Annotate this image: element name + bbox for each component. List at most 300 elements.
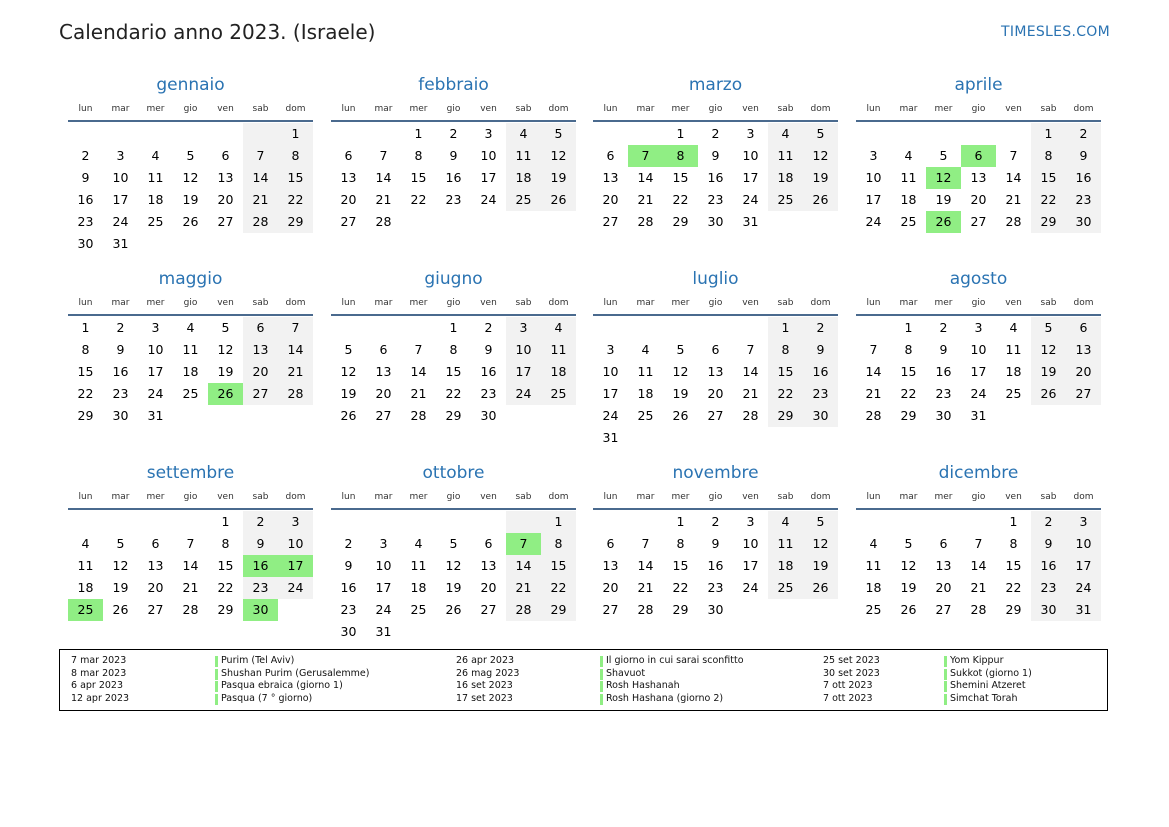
day-cell: 6	[484, 536, 493, 551]
day-cell: 17	[147, 364, 164, 379]
day-cell: 19	[672, 386, 689, 401]
day-cell: 4	[506, 123, 541, 145]
day-cell: 28	[637, 214, 654, 229]
day-cell: 16	[445, 170, 462, 185]
month-novembre	[593, 462, 838, 621]
empty-cell	[366, 511, 401, 533]
week-row	[331, 339, 576, 361]
month-febbraio	[331, 74, 576, 233]
week-row	[331, 123, 576, 145]
day-cell: 31	[970, 408, 987, 423]
weekday-label: dom	[1073, 492, 1094, 502]
day-cell: 8	[81, 342, 90, 357]
day-cell: 17	[480, 170, 497, 185]
day-cell: 28	[506, 599, 541, 621]
day-cell: 28	[1005, 214, 1022, 229]
day-cell: 8	[278, 145, 313, 167]
day-cell: 28	[742, 408, 759, 423]
empty-cell	[996, 405, 1031, 427]
day-cell: 15	[410, 170, 427, 185]
day-cell: 19	[935, 192, 952, 207]
day-cell: 31	[112, 236, 129, 251]
empty-cell	[663, 427, 698, 449]
day-cell: 24	[1066, 577, 1101, 599]
day-cell: 11	[900, 170, 917, 185]
day-cell: 21	[410, 386, 427, 401]
weekday-label: dom	[810, 298, 831, 308]
page-title: Calendario anno 2023. (Israele)	[59, 20, 376, 44]
day-cell: 11	[768, 533, 803, 555]
header-rule	[68, 508, 313, 510]
weekday-label: lun	[341, 104, 356, 114]
week-row	[856, 577, 1101, 599]
weekday-label: lun	[341, 298, 356, 308]
day-cell: 15	[541, 555, 576, 577]
day-cell: 23	[803, 383, 838, 405]
day-cell: 2	[711, 514, 720, 529]
weekday-label: mar	[899, 492, 918, 502]
day-cell: 29	[900, 408, 917, 423]
day-cell: 8	[414, 148, 423, 163]
weekday-header	[856, 297, 1101, 309]
holiday-day-cell: 8	[663, 145, 698, 167]
weekday-label: gio	[708, 104, 723, 114]
day-cell: 27	[602, 602, 619, 617]
weekday-label: mer	[671, 298, 690, 308]
day-cell: 20	[480, 580, 497, 595]
day-cell: 27	[375, 408, 392, 423]
day-cell: 21	[637, 192, 654, 207]
day-cell: 27	[243, 383, 278, 405]
day-cell: 25	[182, 386, 199, 401]
day-cell: 28	[182, 602, 199, 617]
weekday-header	[331, 491, 576, 503]
day-cell: 11	[768, 145, 803, 167]
day-grid	[856, 511, 1101, 621]
day-cell: 28	[637, 602, 654, 617]
day-cell: 24	[480, 192, 497, 207]
week-row	[593, 577, 838, 599]
day-cell: 20	[707, 386, 724, 401]
day-cell: 18	[900, 192, 917, 207]
week-row	[856, 533, 1101, 555]
day-cell: 1	[676, 514, 685, 529]
legend-date: 6 apr 2023	[71, 680, 124, 691]
holiday-color-marker	[944, 681, 947, 692]
day-cell: 21	[243, 189, 278, 211]
day-cell: 13	[375, 364, 392, 379]
day-cell: 6	[221, 148, 230, 163]
day-cell: 18	[637, 386, 654, 401]
day-cell: 30	[935, 408, 952, 423]
week-row	[856, 317, 1101, 339]
day-cell: 28	[278, 383, 313, 405]
day-cell: 18	[768, 167, 803, 189]
day-grid	[593, 317, 838, 449]
week-row	[593, 145, 838, 167]
day-cell: 27	[480, 602, 497, 617]
holiday-day-cell: 7	[506, 533, 541, 555]
weekday-label: gio	[183, 298, 198, 308]
day-cell: 27	[147, 602, 164, 617]
day-cell: 1	[81, 320, 90, 335]
month-aprile	[856, 74, 1101, 233]
week-row	[856, 189, 1101, 211]
day-cell: 20	[243, 361, 278, 383]
day-grid	[68, 317, 313, 427]
day-cell: 23	[243, 577, 278, 599]
empty-cell	[138, 233, 173, 255]
legend-holiday-name	[944, 693, 1017, 706]
weekday-header	[68, 103, 313, 115]
day-cell: 14	[506, 555, 541, 577]
day-grid	[68, 511, 313, 621]
day-cell: 22	[672, 192, 689, 207]
day-cell: 8	[1009, 536, 1018, 551]
empty-cell	[68, 123, 103, 145]
legend-holiday-name	[215, 680, 343, 693]
day-cell: 5	[186, 148, 195, 163]
week-row	[68, 405, 313, 427]
day-cell: 13	[970, 170, 987, 185]
weekday-header	[331, 297, 576, 309]
day-cell: 15	[1005, 558, 1022, 573]
day-cell: 12	[900, 558, 917, 573]
weekday-label: dom	[810, 104, 831, 114]
day-cell: 20	[340, 192, 357, 207]
day-cell: 4	[81, 536, 90, 551]
day-cell: 5	[803, 511, 838, 533]
day-cell: 3	[869, 148, 878, 163]
weekday-label: lun	[341, 492, 356, 502]
day-cell: 18	[865, 580, 882, 595]
month-name: agosto	[949, 269, 1008, 289]
empty-cell	[331, 511, 366, 533]
day-cell: 5	[116, 536, 125, 551]
day-cell: 2	[803, 317, 838, 339]
day-cell: 18	[147, 192, 164, 207]
empty-cell	[68, 511, 103, 533]
empty-cell	[278, 599, 313, 621]
day-cell: 9	[81, 170, 90, 185]
day-cell: 19	[340, 386, 357, 401]
weekday-label: mer	[146, 104, 165, 114]
day-cell: 19	[803, 555, 838, 577]
day-cell: 4	[541, 317, 576, 339]
day-cell: 1	[278, 123, 313, 145]
day-cell: 27	[340, 214, 357, 229]
day-cell: 17	[1066, 555, 1101, 577]
day-grid	[856, 123, 1101, 233]
empty-cell	[628, 317, 663, 339]
day-cell: 2	[116, 320, 125, 335]
day-cell: 12	[803, 145, 838, 167]
day-cell: 29	[77, 408, 94, 423]
day-cell: 23	[707, 192, 724, 207]
week-row	[68, 577, 313, 599]
empty-cell	[331, 317, 366, 339]
empty-cell	[471, 211, 506, 233]
day-cell: 22	[1031, 189, 1066, 211]
week-row	[331, 317, 576, 339]
empty-cell	[1066, 405, 1101, 427]
day-cell: 18	[77, 580, 94, 595]
week-row	[68, 317, 313, 339]
day-cell: 7	[974, 536, 983, 551]
day-cell: 9	[939, 342, 948, 357]
day-cell: 12	[672, 364, 689, 379]
day-cell: 8	[1031, 145, 1066, 167]
day-cell: 11	[541, 339, 576, 361]
day-cell: 17	[742, 170, 759, 185]
day-cell: 30	[803, 405, 838, 427]
day-cell: 5	[1031, 317, 1066, 339]
day-cell: 24	[742, 580, 759, 595]
day-cell: 27	[217, 214, 234, 229]
weekday-label: lun	[603, 298, 618, 308]
month-name: maggio	[158, 269, 223, 289]
day-cell: 31	[742, 214, 759, 229]
day-grid	[68, 123, 313, 255]
day-cell: 13	[243, 339, 278, 361]
week-row	[593, 405, 838, 427]
weekday-label: mar	[636, 104, 655, 114]
empty-cell	[173, 511, 208, 533]
holiday-day-cell: 26	[208, 383, 243, 405]
day-cell: 20	[602, 192, 619, 207]
day-cell: 10	[602, 364, 619, 379]
day-cell: 10	[506, 339, 541, 361]
day-cell: 29	[217, 602, 234, 617]
empty-cell	[803, 599, 838, 621]
day-cell: 16	[707, 170, 724, 185]
weekday-label: mer	[409, 298, 428, 308]
empty-cell	[103, 123, 138, 145]
empty-cell	[593, 317, 628, 339]
weekday-label: ven	[1005, 104, 1022, 114]
day-cell: 10	[742, 148, 759, 163]
day-cell: 14	[637, 558, 654, 573]
day-cell: 27	[970, 214, 987, 229]
empty-cell	[436, 621, 471, 643]
empty-cell	[278, 405, 313, 427]
weekday-header	[331, 103, 576, 115]
day-cell: 20	[147, 580, 164, 595]
day-cell: 6	[711, 342, 720, 357]
day-cell: 5	[221, 320, 230, 335]
day-cell: 26	[112, 602, 129, 617]
day-cell: 17	[865, 192, 882, 207]
empty-cell	[366, 317, 401, 339]
empty-cell	[628, 123, 663, 145]
empty-cell	[628, 427, 663, 449]
legend-holiday-label: Pasqua (7 ° giorno)	[221, 692, 313, 704]
day-cell: 24	[506, 383, 541, 405]
day-cell: 16	[77, 192, 94, 207]
day-cell: 26	[182, 214, 199, 229]
day-cell: 14	[1005, 170, 1022, 185]
day-cell: 11	[77, 558, 94, 573]
day-cell: 11	[147, 170, 164, 185]
day-cell: 24	[742, 192, 759, 207]
weekday-label: mar	[374, 104, 393, 114]
day-cell: 19	[803, 167, 838, 189]
month-maggio	[68, 268, 313, 427]
legend-holiday-name	[215, 655, 294, 668]
day-cell: 4	[641, 342, 650, 357]
day-cell: 4	[768, 123, 803, 145]
day-cell: 8	[541, 533, 576, 555]
day-cell: 16	[340, 580, 357, 595]
empty-cell	[663, 317, 698, 339]
day-cell: 5	[803, 123, 838, 145]
day-cell: 5	[939, 148, 948, 163]
day-cell: 11	[182, 342, 199, 357]
empty-cell	[243, 233, 278, 255]
day-cell: 5	[344, 342, 353, 357]
month-name: giugno	[424, 269, 483, 289]
day-cell: 24	[278, 577, 313, 599]
holiday-color-marker	[215, 669, 218, 680]
weekday-label: mar	[899, 104, 918, 114]
day-cell: 2	[344, 536, 353, 551]
holiday-day-cell: 12	[926, 167, 961, 189]
day-cell: 31	[375, 624, 392, 639]
day-cell: 13	[707, 364, 724, 379]
day-cell: 26	[900, 602, 917, 617]
day-cell: 24	[375, 602, 392, 617]
month-name: ottobre	[422, 463, 485, 483]
day-cell: 1	[904, 320, 913, 335]
week-row	[593, 189, 838, 211]
weekday-header	[68, 297, 313, 309]
day-cell: 17	[602, 386, 619, 401]
week-row	[331, 405, 576, 427]
header-rule	[331, 120, 576, 122]
day-cell: 7	[641, 536, 650, 551]
month-agosto	[856, 268, 1101, 427]
day-cell: 27	[602, 214, 619, 229]
day-cell: 3	[151, 320, 160, 335]
week-row	[331, 577, 576, 599]
month-name: gennaio	[156, 75, 225, 95]
day-cell: 22	[278, 189, 313, 211]
day-cell: 29	[1005, 602, 1022, 617]
legend-date: 7 mar 2023	[71, 655, 127, 666]
day-grid	[856, 317, 1101, 427]
week-row	[68, 533, 313, 555]
day-cell: 1	[541, 511, 576, 533]
day-cell: 6	[379, 342, 388, 357]
day-cell: 2	[243, 511, 278, 533]
week-row	[331, 599, 576, 621]
weekday-label: mar	[899, 298, 918, 308]
day-cell: 11	[637, 364, 654, 379]
day-cell: 26	[803, 577, 838, 599]
day-cell: 20	[217, 192, 234, 207]
day-cell: 15	[77, 364, 94, 379]
day-cell: 4	[151, 148, 160, 163]
day-cell: 3	[379, 536, 388, 551]
header-rule	[593, 120, 838, 122]
empty-cell	[961, 123, 996, 145]
day-cell: 9	[711, 148, 720, 163]
holiday-color-marker	[600, 694, 603, 705]
weekday-label: mer	[934, 104, 953, 114]
legend-holiday-label: Shavuot	[606, 667, 646, 679]
holiday-color-marker	[944, 656, 947, 667]
day-cell: 23	[112, 386, 129, 401]
week-row	[68, 167, 313, 189]
empty-cell	[436, 211, 471, 233]
day-cell: 21	[278, 361, 313, 383]
week-row	[68, 123, 313, 145]
day-cell: 21	[182, 580, 199, 595]
legend-date: 26 apr 2023	[456, 655, 515, 666]
empty-cell	[173, 123, 208, 145]
weekday-label: gio	[971, 492, 986, 502]
day-cell: 21	[865, 386, 882, 401]
header-rule	[856, 508, 1101, 510]
day-cell: 3	[746, 126, 755, 141]
day-cell: 5	[449, 536, 458, 551]
day-cell: 23	[77, 214, 94, 229]
day-cell: 13	[147, 558, 164, 573]
header-rule	[331, 508, 576, 510]
day-cell: 22	[900, 386, 917, 401]
week-row	[68, 233, 313, 255]
header-rule	[856, 314, 1101, 316]
weekday-label: gio	[708, 298, 723, 308]
day-cell: 28	[970, 602, 987, 617]
week-row	[593, 123, 838, 145]
weekday-header	[593, 297, 838, 309]
day-cell: 9	[116, 342, 125, 357]
month-marzo	[593, 74, 838, 233]
day-cell: 22	[77, 386, 94, 401]
day-cell: 7	[414, 342, 423, 357]
legend-holiday-name	[600, 693, 723, 706]
week-row	[593, 511, 838, 533]
empty-cell	[506, 211, 541, 233]
day-cell: 26	[803, 189, 838, 211]
holiday-color-marker	[215, 681, 218, 692]
header-rule	[856, 120, 1101, 122]
site-link[interactable]: TIMESLES.COM	[1001, 24, 1110, 40]
day-cell: 18	[182, 364, 199, 379]
day-cell: 29	[672, 602, 689, 617]
day-cell: 23	[340, 602, 357, 617]
empty-cell	[208, 405, 243, 427]
week-row	[331, 533, 576, 555]
weekday-label: dom	[285, 492, 306, 502]
day-cell: 13	[340, 170, 357, 185]
weekday-label: gio	[971, 104, 986, 114]
day-cell: 3	[278, 511, 313, 533]
day-cell: 31	[1066, 599, 1101, 621]
holiday-day-cell: 30	[243, 599, 278, 621]
weekday-header	[68, 491, 313, 503]
day-cell: 24	[865, 214, 882, 229]
empty-cell	[698, 317, 733, 339]
day-cell: 21	[375, 192, 392, 207]
header-rule	[331, 314, 576, 316]
day-cell: 6	[1066, 317, 1101, 339]
day-cell: 10	[1066, 533, 1101, 555]
empty-cell	[103, 511, 138, 533]
empty-cell	[698, 427, 733, 449]
day-cell: 19	[217, 364, 234, 379]
